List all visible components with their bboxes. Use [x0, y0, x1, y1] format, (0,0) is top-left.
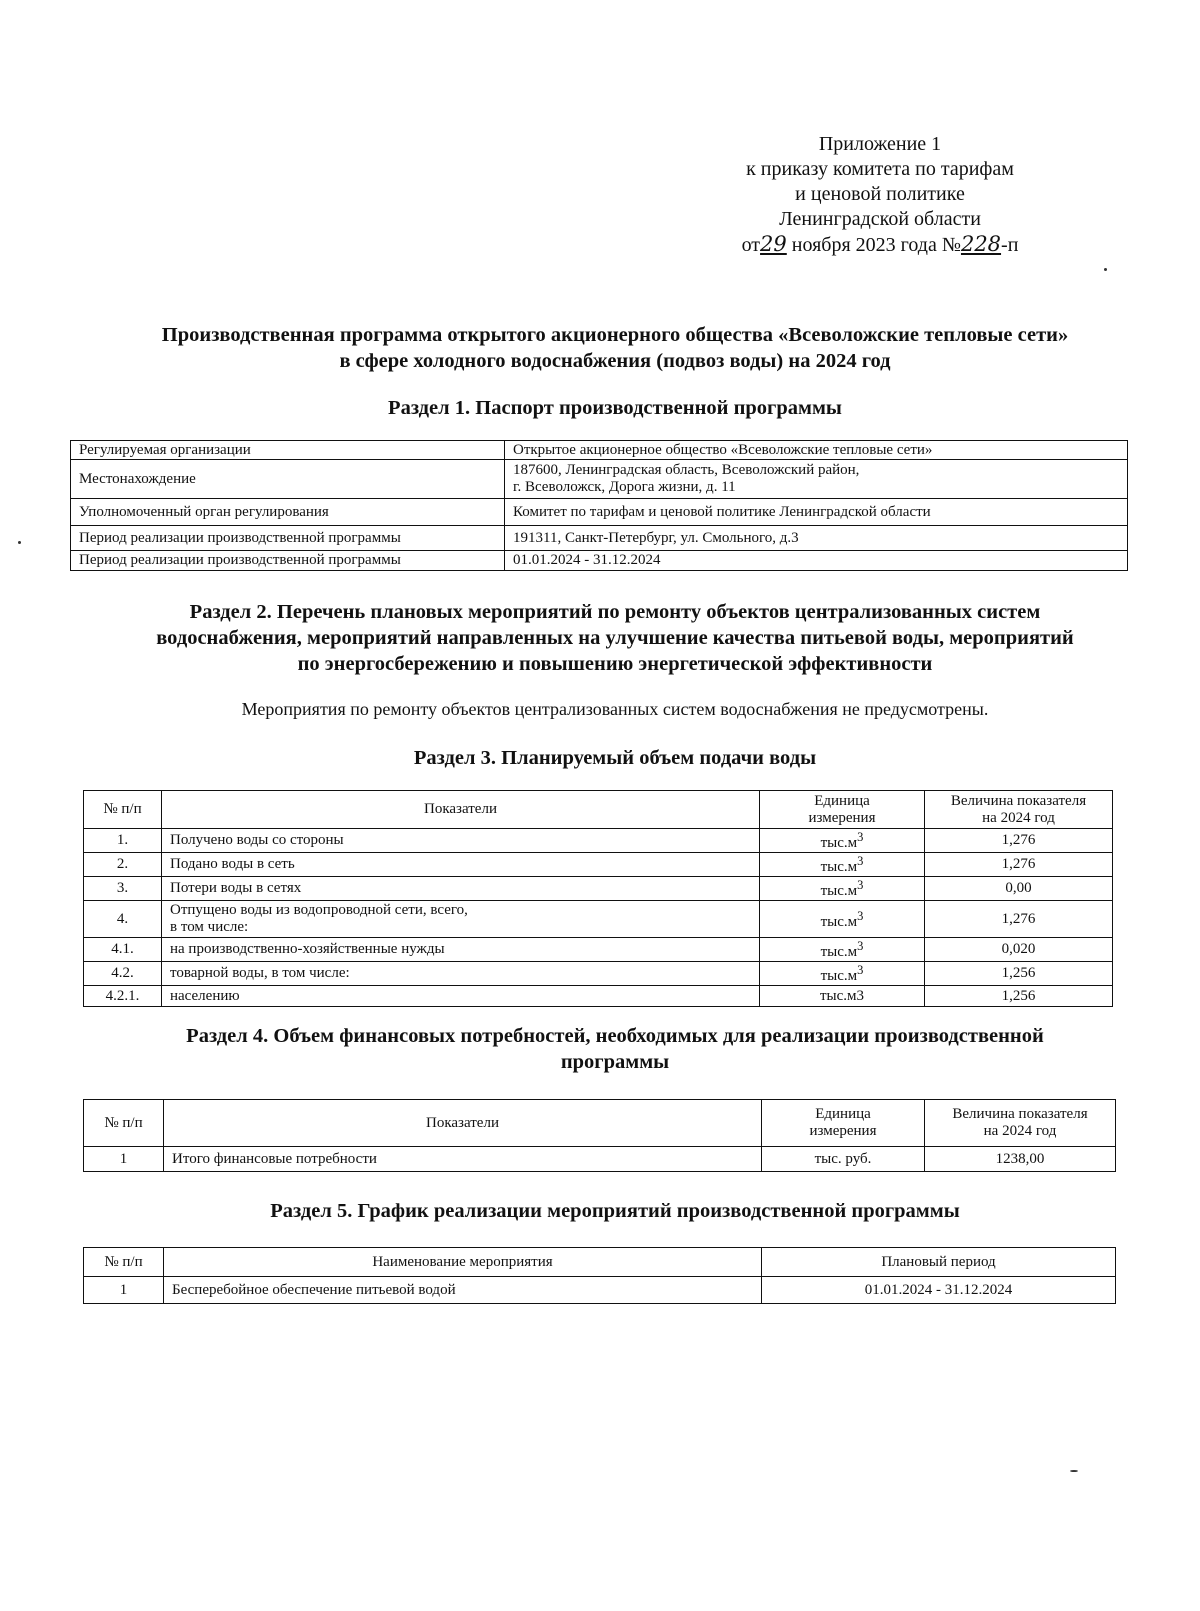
table-header-row: [84, 791, 1113, 829]
annex-header: [680, 132, 1080, 258]
section2-note: Мероприятия по ремонту объектов централизованных систем водоснабжения не предусмотрены.: [241, 699, 989, 719]
col-header-indicator: Показатели: [164, 1100, 762, 1147]
financial-needs-table: [83, 1099, 1116, 1172]
unit-header-line-1: Единица: [815, 1106, 871, 1122]
row-num: 3.: [84, 877, 162, 901]
unit-main: тыс.м: [820, 913, 858, 930]
row-value: 1,256: [925, 962, 1113, 986]
table-row: [84, 962, 1113, 986]
unit-main: тыс.м: [820, 883, 858, 899]
annex-line-2: к приказу комитета по тарифам: [746, 158, 1014, 180]
row-unit: тыс.м3: [760, 986, 925, 1007]
col-header-indicator: Показатели: [162, 791, 760, 829]
row-indicator: Подано воды в сеть: [162, 853, 760, 877]
row-period: 01.01.2024 - 31.12.2024: [762, 1277, 1116, 1304]
passport-value: [505, 460, 1128, 499]
document-title: [60, 322, 1170, 374]
row-num: 4.2.: [84, 962, 162, 986]
scan-speck: [18, 541, 21, 544]
passport-value-line-2: г. Всеволожск, Дорога жизни, д. 11: [513, 479, 736, 495]
table-row: [71, 460, 1128, 499]
col-header-unit: [762, 1100, 925, 1147]
col-header-period: Плановый период: [762, 1248, 1116, 1277]
row-value: 1,256: [925, 986, 1113, 1007]
row-num: 4.: [84, 901, 162, 938]
table-row: [84, 1277, 1116, 1304]
passport-label: Уполномоченный орган регулирования: [71, 499, 505, 526]
value-header-line-2: на 2024 год: [983, 1123, 1057, 1139]
row-indicator: Получено воды со стороны: [162, 829, 760, 853]
unit-sup: 3: [857, 963, 864, 977]
row-num: 1.: [84, 829, 162, 853]
order-suffix: -п: [1001, 234, 1019, 256]
table-row: [84, 1147, 1116, 1172]
date-prefix: от: [741, 234, 761, 256]
scan-speck: [1104, 268, 1107, 271]
passport-label: Местонахождение: [71, 460, 505, 499]
passport-label: Период реализации производственной программы: [71, 551, 505, 571]
table-row: [71, 551, 1128, 571]
unit-main: тыс.м: [820, 859, 858, 875]
scan-speck: [1070, 1470, 1078, 1472]
passport-value: Открытое акционерное общество «Всеволожские тепловые сети»: [505, 441, 1128, 460]
row-unit: тыс. руб.: [762, 1147, 925, 1172]
table-row: [84, 829, 1113, 853]
col-header-name: Наименование мероприятия: [164, 1248, 762, 1277]
unit-sup: 3: [857, 908, 864, 923]
unit-header-line-2: измерения: [808, 809, 876, 826]
annex-line-1: Приложение 1: [818, 133, 942, 155]
col-header-num: № п/п: [84, 1100, 164, 1147]
table-row: [84, 986, 1113, 1007]
table-row: [84, 938, 1113, 962]
passport-label: Период реализации производственной программы: [71, 526, 505, 551]
unit-header-line-1: Единица: [814, 792, 870, 809]
col-header-num: № п/п: [84, 791, 162, 829]
value-header-line-2: на 2024 год: [982, 809, 1055, 826]
row-value: 1,276: [925, 829, 1113, 853]
table-row: [84, 853, 1113, 877]
annex-date-line: [680, 232, 1080, 258]
row-value: 1,276: [925, 853, 1113, 877]
row-num: 4.2.1.: [84, 986, 162, 1007]
section2-title-line-2: водоснабжения, мероприятий направленных на улучшение качества питьевой воды, мероприятий: [156, 627, 1074, 649]
col-header-value: [925, 791, 1113, 829]
table-header-row: [84, 1100, 1116, 1147]
row-indicator: на производственно-хозяйственные нужды: [162, 938, 760, 962]
table-row: [71, 526, 1128, 551]
row-unit: [760, 938, 925, 962]
row-indicator-line-2: в том числе:: [170, 919, 249, 935]
passport-value: 01.01.2024 - 31.12.2024: [505, 551, 1128, 571]
row-num: 1: [84, 1147, 164, 1172]
section4-title-line-2: программы: [560, 1051, 670, 1073]
table-row: [84, 877, 1113, 901]
unit-main: тыс.м: [820, 835, 858, 851]
handwritten-day: 29: [760, 232, 787, 256]
unit-sup: 3: [857, 878, 864, 892]
row-num: 1: [84, 1277, 164, 1304]
row-indicator: Потери воды в сетях: [162, 877, 760, 901]
document-title-line-2: в сфере холодного водоснабжения (подвоз воды) на 2024 год: [339, 350, 891, 372]
section4-title: [60, 1023, 1170, 1075]
handwritten-order-number: 228: [960, 232, 1002, 256]
row-value: 0,00: [925, 877, 1113, 901]
row-indicator: населению: [162, 986, 760, 1007]
row-name: Бесперебойное обеспечение питьевой водой: [164, 1277, 762, 1304]
passport-label: Регулируемая организации: [71, 441, 505, 460]
row-num: 2.: [84, 853, 162, 877]
table-row: [84, 901, 1113, 938]
row-indicator: товарной воды, в том числе:: [162, 962, 760, 986]
col-header-num: № п/п: [84, 1248, 164, 1277]
row-unit: [760, 877, 925, 901]
annex-line-4: Ленинградской области: [779, 208, 981, 230]
unit-sup: 3: [857, 830, 864, 844]
section2-title: [60, 599, 1170, 677]
section4-title-line-1: Раздел 4. Объем финансовых потребностей, необходимых для реализации производственной: [186, 1025, 1044, 1047]
section2-title-line-1: Раздел 2. Перечень плановых мероприятий по ремонту объектов централизованных систем: [189, 601, 1041, 623]
table-row: [71, 499, 1128, 526]
row-unit: [760, 829, 925, 853]
schedule-table: [83, 1247, 1116, 1304]
col-header-value: [925, 1100, 1116, 1147]
row-indicator: Итого финансовые потребности: [164, 1147, 762, 1172]
table-header-row: [84, 1248, 1116, 1277]
unit-main: тыс.м: [820, 968, 858, 984]
value-header-line-1: Величина показателя: [950, 792, 1087, 809]
section3-title: Раздел 3. Планируемый объем подачи воды: [413, 747, 817, 769]
unit-main: тыс.м: [820, 944, 858, 960]
section2-title-line-3: по энергосбережению и повышению энергетической эффективности: [297, 653, 933, 675]
unit-header-line-2: измерения: [809, 1123, 877, 1139]
annex-line-3: и ценовой политике: [795, 183, 965, 205]
value-header-line-1: Величина показателя: [952, 1106, 1088, 1122]
row-value: 0,020: [925, 938, 1113, 962]
row-num: 4.1.: [84, 938, 162, 962]
passport-value-line-1: 187600, Ленинградская область, Всеволожский район,: [513, 462, 860, 478]
unit-sup: 3: [857, 854, 864, 868]
passport-value: Комитет по тарифам и ценовой политике Ленинградской области: [505, 499, 1128, 526]
section5-title: Раздел 5. График реализации мероприятий производственной программы: [270, 1200, 960, 1222]
passport-value: 191311, Санкт-Петербург, ул. Смольного, д.3: [505, 526, 1128, 551]
document-title-line-1: Производственная программа открытого акционерного общества «Всеволожские тепловые сети»: [161, 324, 1069, 346]
date-middle: ноября 2023 года №: [791, 234, 961, 256]
row-unit: [760, 962, 925, 986]
table-row: [71, 441, 1128, 460]
col-header-unit: [760, 791, 925, 829]
unit-sup: 3: [857, 939, 864, 953]
row-indicator-line-1: Отпущено воды из водопроводной сети, всего,: [170, 902, 468, 918]
row-indicator: [162, 901, 760, 938]
water-volume-table: [83, 790, 1113, 1007]
section1-title: Раздел 1. Паспорт производственной программы: [388, 397, 842, 419]
passport-table: [70, 440, 1128, 571]
row-unit: [760, 901, 925, 938]
row-unit: [760, 853, 925, 877]
row-value: 1,276: [925, 901, 1113, 938]
row-value: 1238,00: [925, 1147, 1116, 1172]
